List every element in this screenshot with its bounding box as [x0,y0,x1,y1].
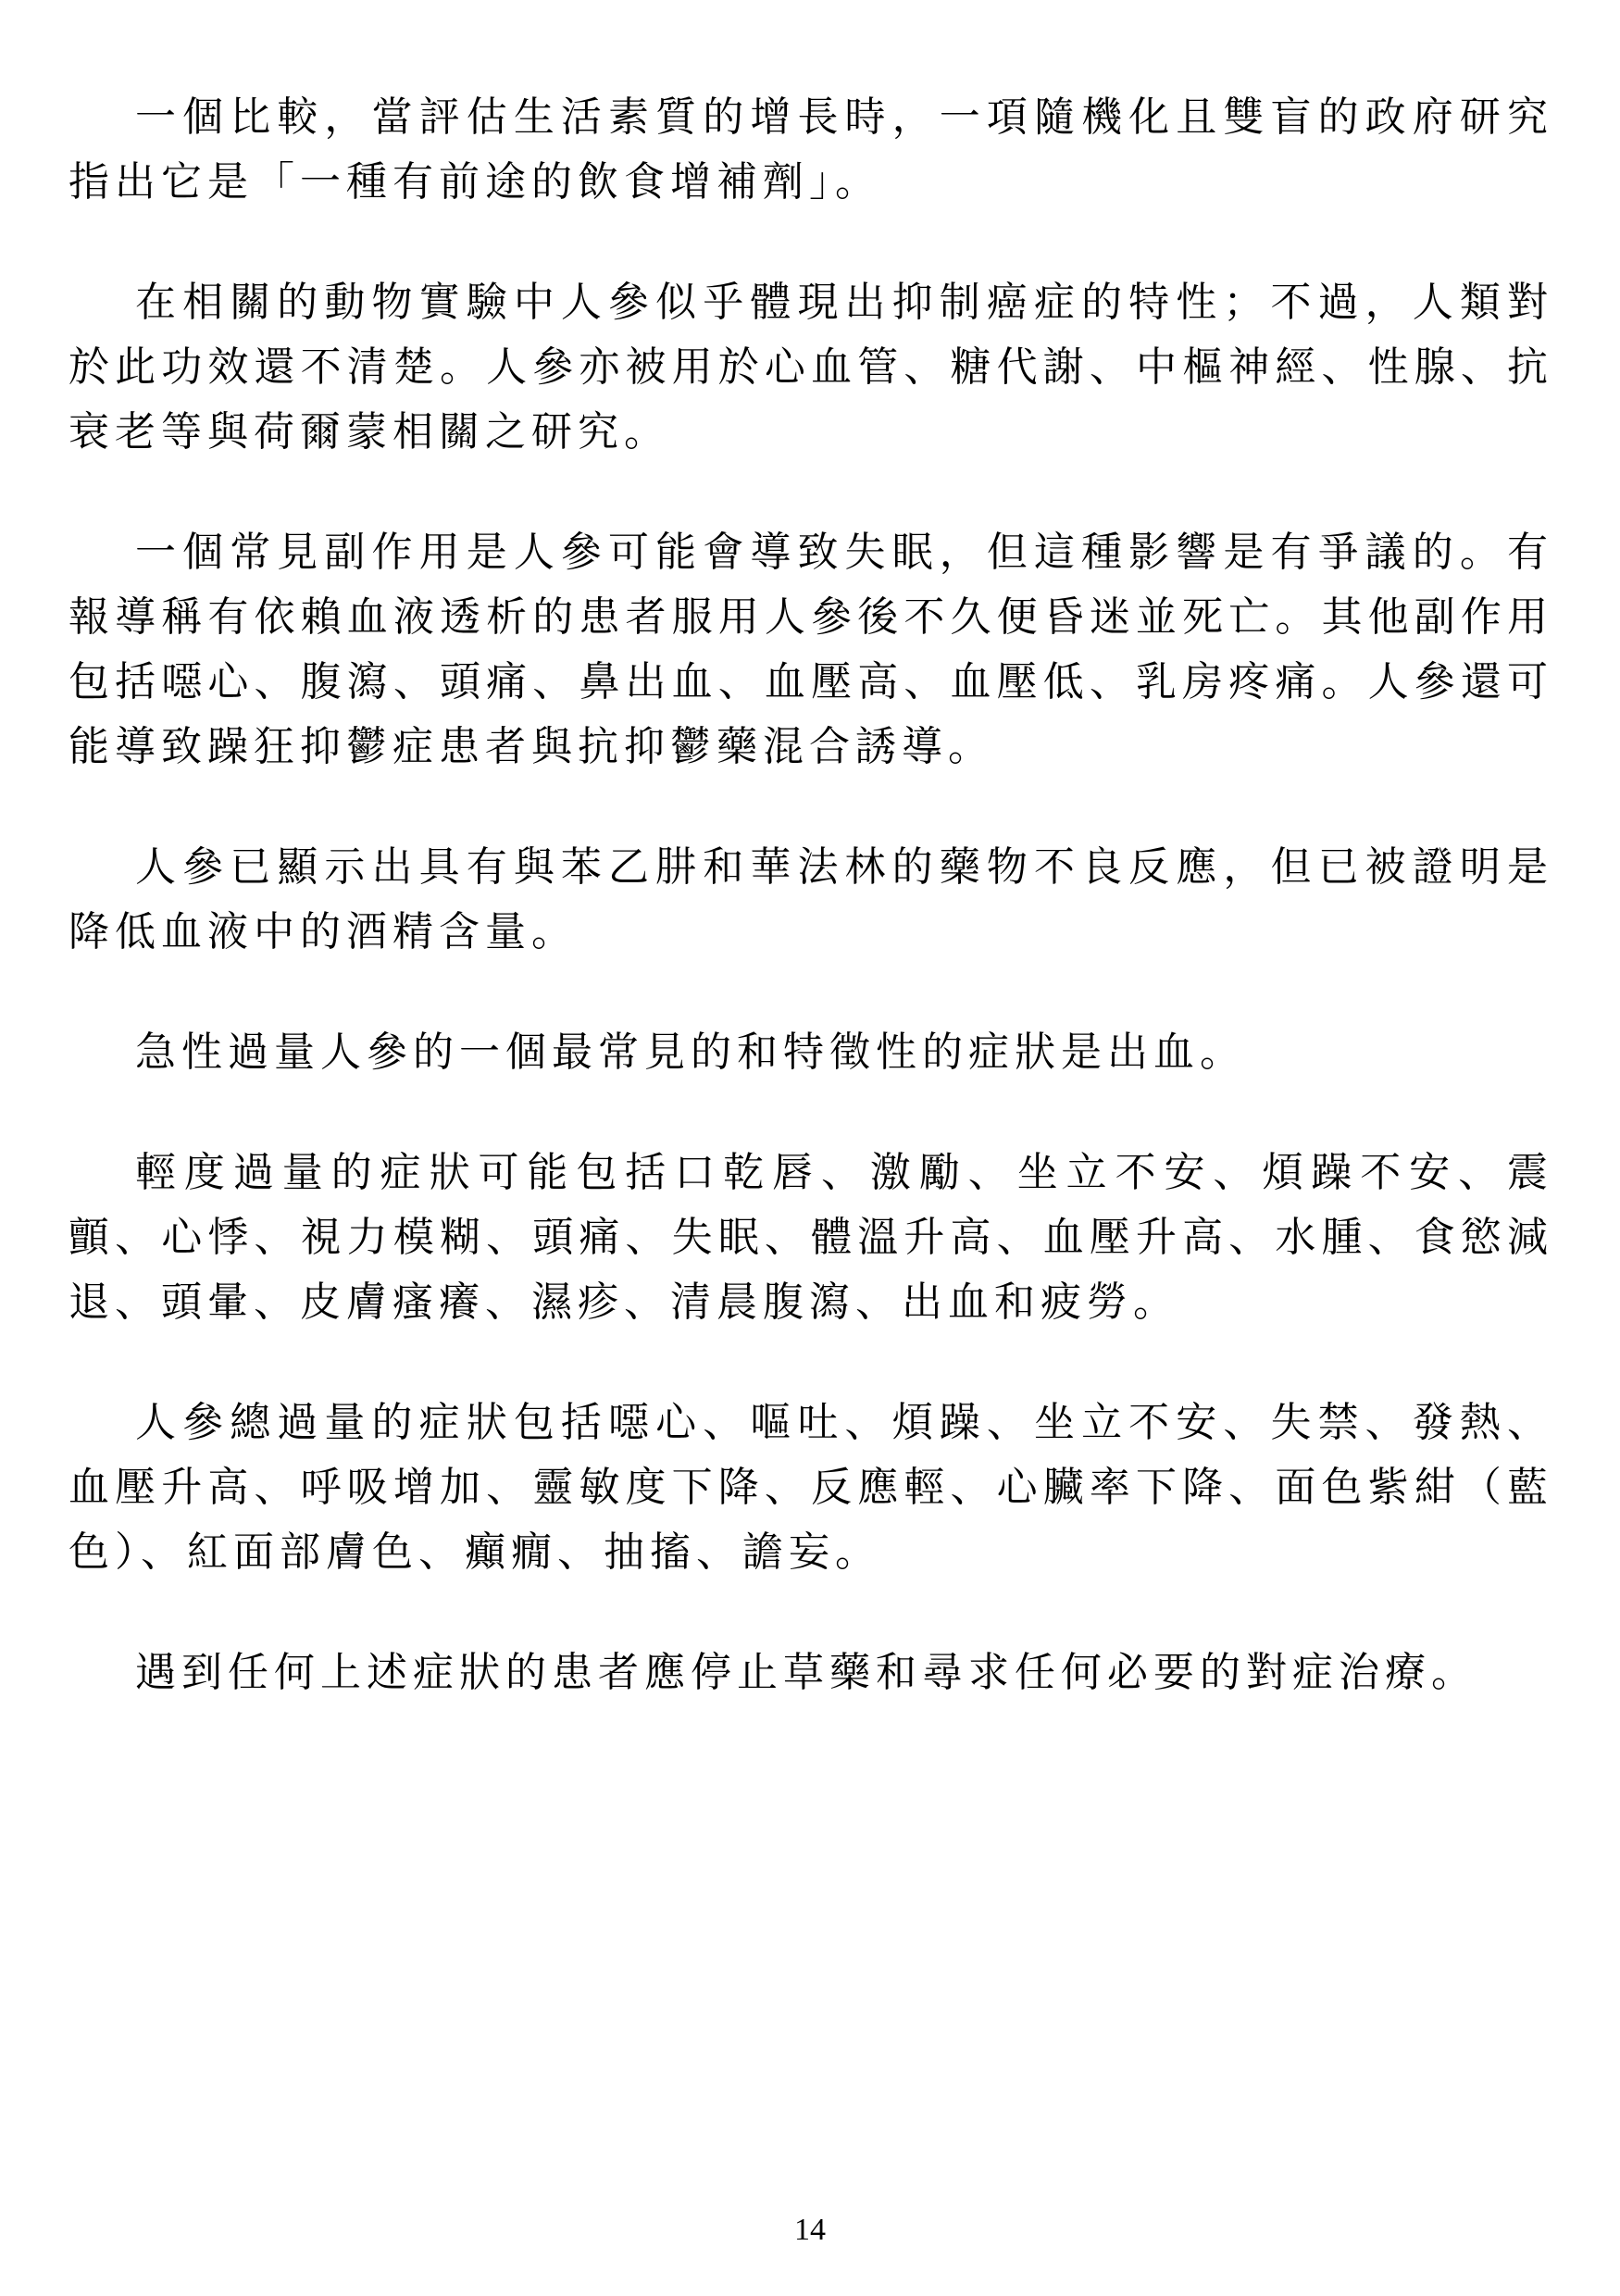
paragraph-treatment-advice: 遇到任何上述症狀的患者應停止草藥和尋求任何必要的對症治療。 [135,1650,1477,1695]
paragraph-mild-overdose-symptoms: 輕度過量的症狀可能包括口乾唇、激勵、坐立不安、煩躁不安、震顫、心悸、視力模糊、頭痛、失眠、體溫升高、血壓升高、水腫、食慾減退、頭暈、皮膚瘙癢、濕疹、清晨腹瀉、出血和疲勞。 [69,1150,1553,1325]
paragraph-animal-research: 在相關的動物實驗中人參似乎體現出抑制癌症的特性；不過，人類對於此功效還不清楚。人參亦被用於心血管、糖代謝、中樞神經、性腺、抗衰老等與荷爾蒙相關之研究。 [69,280,1553,455]
page-footer [0,2213,1620,2248]
paragraph-acute-overdose: 急性過量人參的一個最常見的和特徵性的症狀是出血。 [135,1029,1246,1075]
paragraph-drug-interactions: 人參已顯示出具有與苯乙肼和華法林的藥物不良反應，但已被證明是降低血液中的酒精含量。 [69,844,1553,955]
paragraph-side-effects: 一個常見副作用是人參可能會導致失眠，但這種影響是有爭議的。有報導稱有依賴血液透析的患者服用人參後不久便昏迷並死亡。其他副作用包括噁心、腹瀉、頭痛、鼻出血、血壓高、血壓低、乳房疼痛。人參還可能導致躁狂抑鬱症患者與抗抑鬱藥混合誘導。 [69,530,1553,769]
paragraph-gross-overdose-symptoms: 人參總過量的症狀包括噁心、嘔吐、煩躁、坐立不安、失禁、發熱、血壓升高、呼吸增加、靈敏度下降、反應輕、心臟率下降、面色紫紺（藍色）、紅面部膚色、癲癇、抽搐、譫妄。 [69,1400,1553,1575]
page-number: 14 [794,2213,826,2247]
paragraph-comparison-study: 一個比較，當評估生活素質的增長時，一項隨機化且雙盲的政府研究指出它是「一種有前途的飲食增補劑」。 [69,94,1553,205]
